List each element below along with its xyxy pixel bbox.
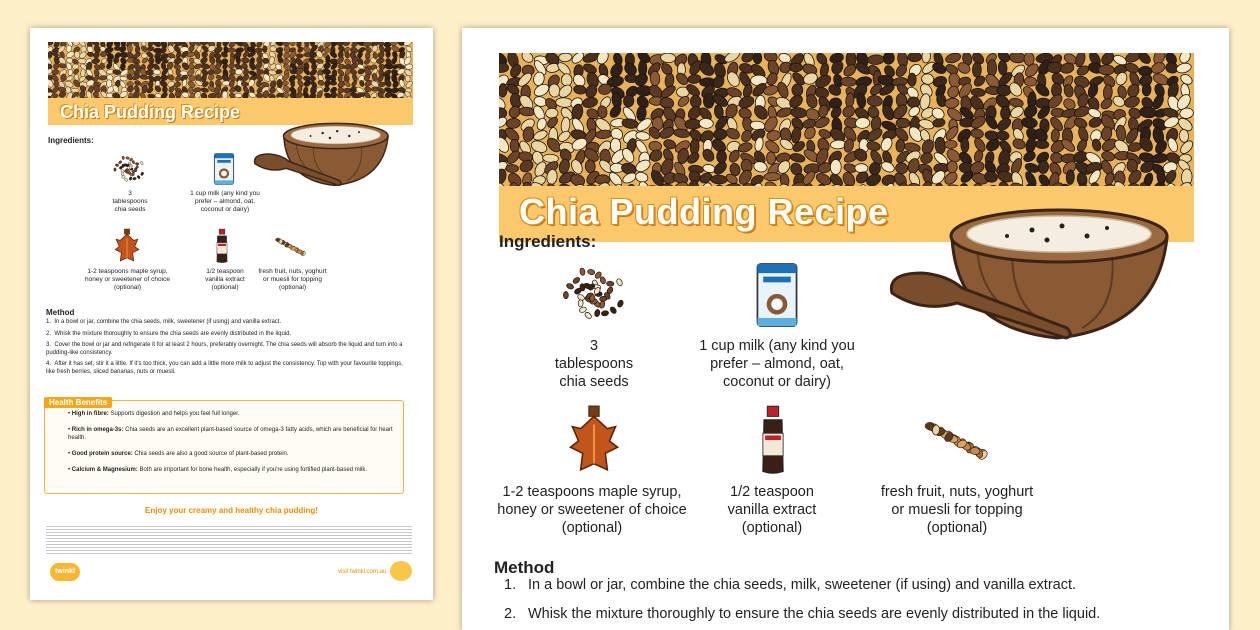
ingredient-caption: 1-2 teaspoons maple syrup, honey or sweetener of choice (optional)	[85, 268, 170, 291]
benefit-item: • High in fibre: Supports digestion and helps you feel full longer.	[68, 411, 240, 417]
twinkl-logo: twinkl	[50, 563, 80, 581]
milk-can-icon	[212, 152, 236, 186]
pudding-bowl-icon	[882, 178, 1202, 358]
method-step: 1. In a bowl or jar, combine the chia seeds, milk, sweetener (if using) and vanilla extract.	[46, 319, 282, 325]
footer-url: visit twinkl.com.au	[338, 569, 387, 575]
recipe-page-thumbnail[interactable]	[30, 28, 433, 600]
benefit-item: • Calcium & Magnesium: Both are important for bone health, especially if you're using fortified plant-based milk.	[68, 467, 368, 473]
page-title: Chia Pudding Recipe	[519, 191, 889, 232]
benefit-item: • Good protein source: Chia seeds are also a good source of plant-based protein.	[68, 451, 289, 457]
vanilla-bottle-icon	[212, 228, 232, 264]
ingredient-caption: 1 cup milk (any kind you prefer – almond, oat, coconut or dairy)	[699, 338, 855, 390]
ingredient-caption: 1 cup milk (any kind you prefer – almond, oat, coconut or dairy)	[190, 190, 260, 213]
method-list	[46, 319, 406, 380]
vanilla-bottle-icon	[759, 404, 787, 476]
chia-seeds-icon	[112, 152, 146, 186]
badge-logo-icon	[390, 561, 412, 581]
ingredient-caption: fresh fruit, nuts, yoghurt or muesli for topping (optional)	[258, 268, 327, 291]
method-step: 4. After it has set, stir it a little. If it's too thick, you can add a little more milk to adjust the consistency. Top with your favourite toppings, like fresh berries, sliced bananas, nuts or muesli.	[46, 361, 403, 375]
chia-seeds-icon	[560, 260, 628, 328]
page-title: Chia Pudding Recipe	[60, 102, 241, 122]
method-heading: Method	[494, 558, 555, 577]
ingredient-caption: 3 tablespoons chia seeds	[112, 190, 148, 213]
benefit-item: • Rich in omega-3s: Chia seeds are an excellent plant-based source of omega-3 fatty acids, which are beneficial for heart health.	[68, 427, 393, 441]
ingredient-caption: 1/2 teaspoon vanilla extract (optional)	[727, 484, 817, 536]
chia-seed-banner	[48, 42, 413, 98]
fruit-nuts-icon	[922, 416, 992, 466]
ingredient-caption: 1-2 teaspoons maple syrup, honey or sweetener of choice (optional)	[497, 484, 687, 536]
fruit-nuts-icon	[274, 234, 308, 260]
disclaimer-text	[46, 524, 412, 554]
ingredient-caption: 3 tablespoons chia seeds	[554, 338, 634, 390]
method-heading: Method	[46, 308, 75, 317]
pudding-bowl-icon	[250, 104, 405, 199]
maple-syrup-icon	[566, 404, 622, 476]
ingredients-heading: Ingredients:	[48, 136, 94, 145]
method-step: 2. Whisk the mixture thoroughly to ensure the chia seeds are evenly distributed in the liquid.	[504, 606, 1101, 622]
enjoy-message: Enjoy your creamy and healthy chia pudding!	[145, 506, 318, 515]
recipe-page-zoomed[interactable]	[462, 28, 1229, 630]
ingredient-caption: 1/2 teaspoon vanilla extract (optional)	[205, 268, 245, 291]
chia-seed-banner	[499, 53, 1194, 186]
method-step: 3. Cover the bowl or jar and refrigerate it for at least 2 hours, preferably overnight. The chia seeds will absorb the liquid and turn into a pudding-like consistency.	[46, 342, 403, 356]
method-step: 1. In a bowl or jar, combine the chia seeds, milk, sweetener (if using) and vanilla extract.	[504, 577, 1077, 593]
maple-syrup-icon	[114, 228, 140, 264]
ingredients-heading: Ingredients:	[499, 232, 597, 251]
ingredient-caption: fresh fruit, nuts, yoghurt or muesli for topping (optional)	[880, 484, 1034, 536]
milk-can-icon	[754, 260, 800, 330]
health-benefits-heading: Health Benefits	[44, 397, 112, 408]
method-step: 2. Whisk the mixture thoroughly to ensure the chia seeds are evenly distributed in the liquid.	[46, 330, 292, 337]
